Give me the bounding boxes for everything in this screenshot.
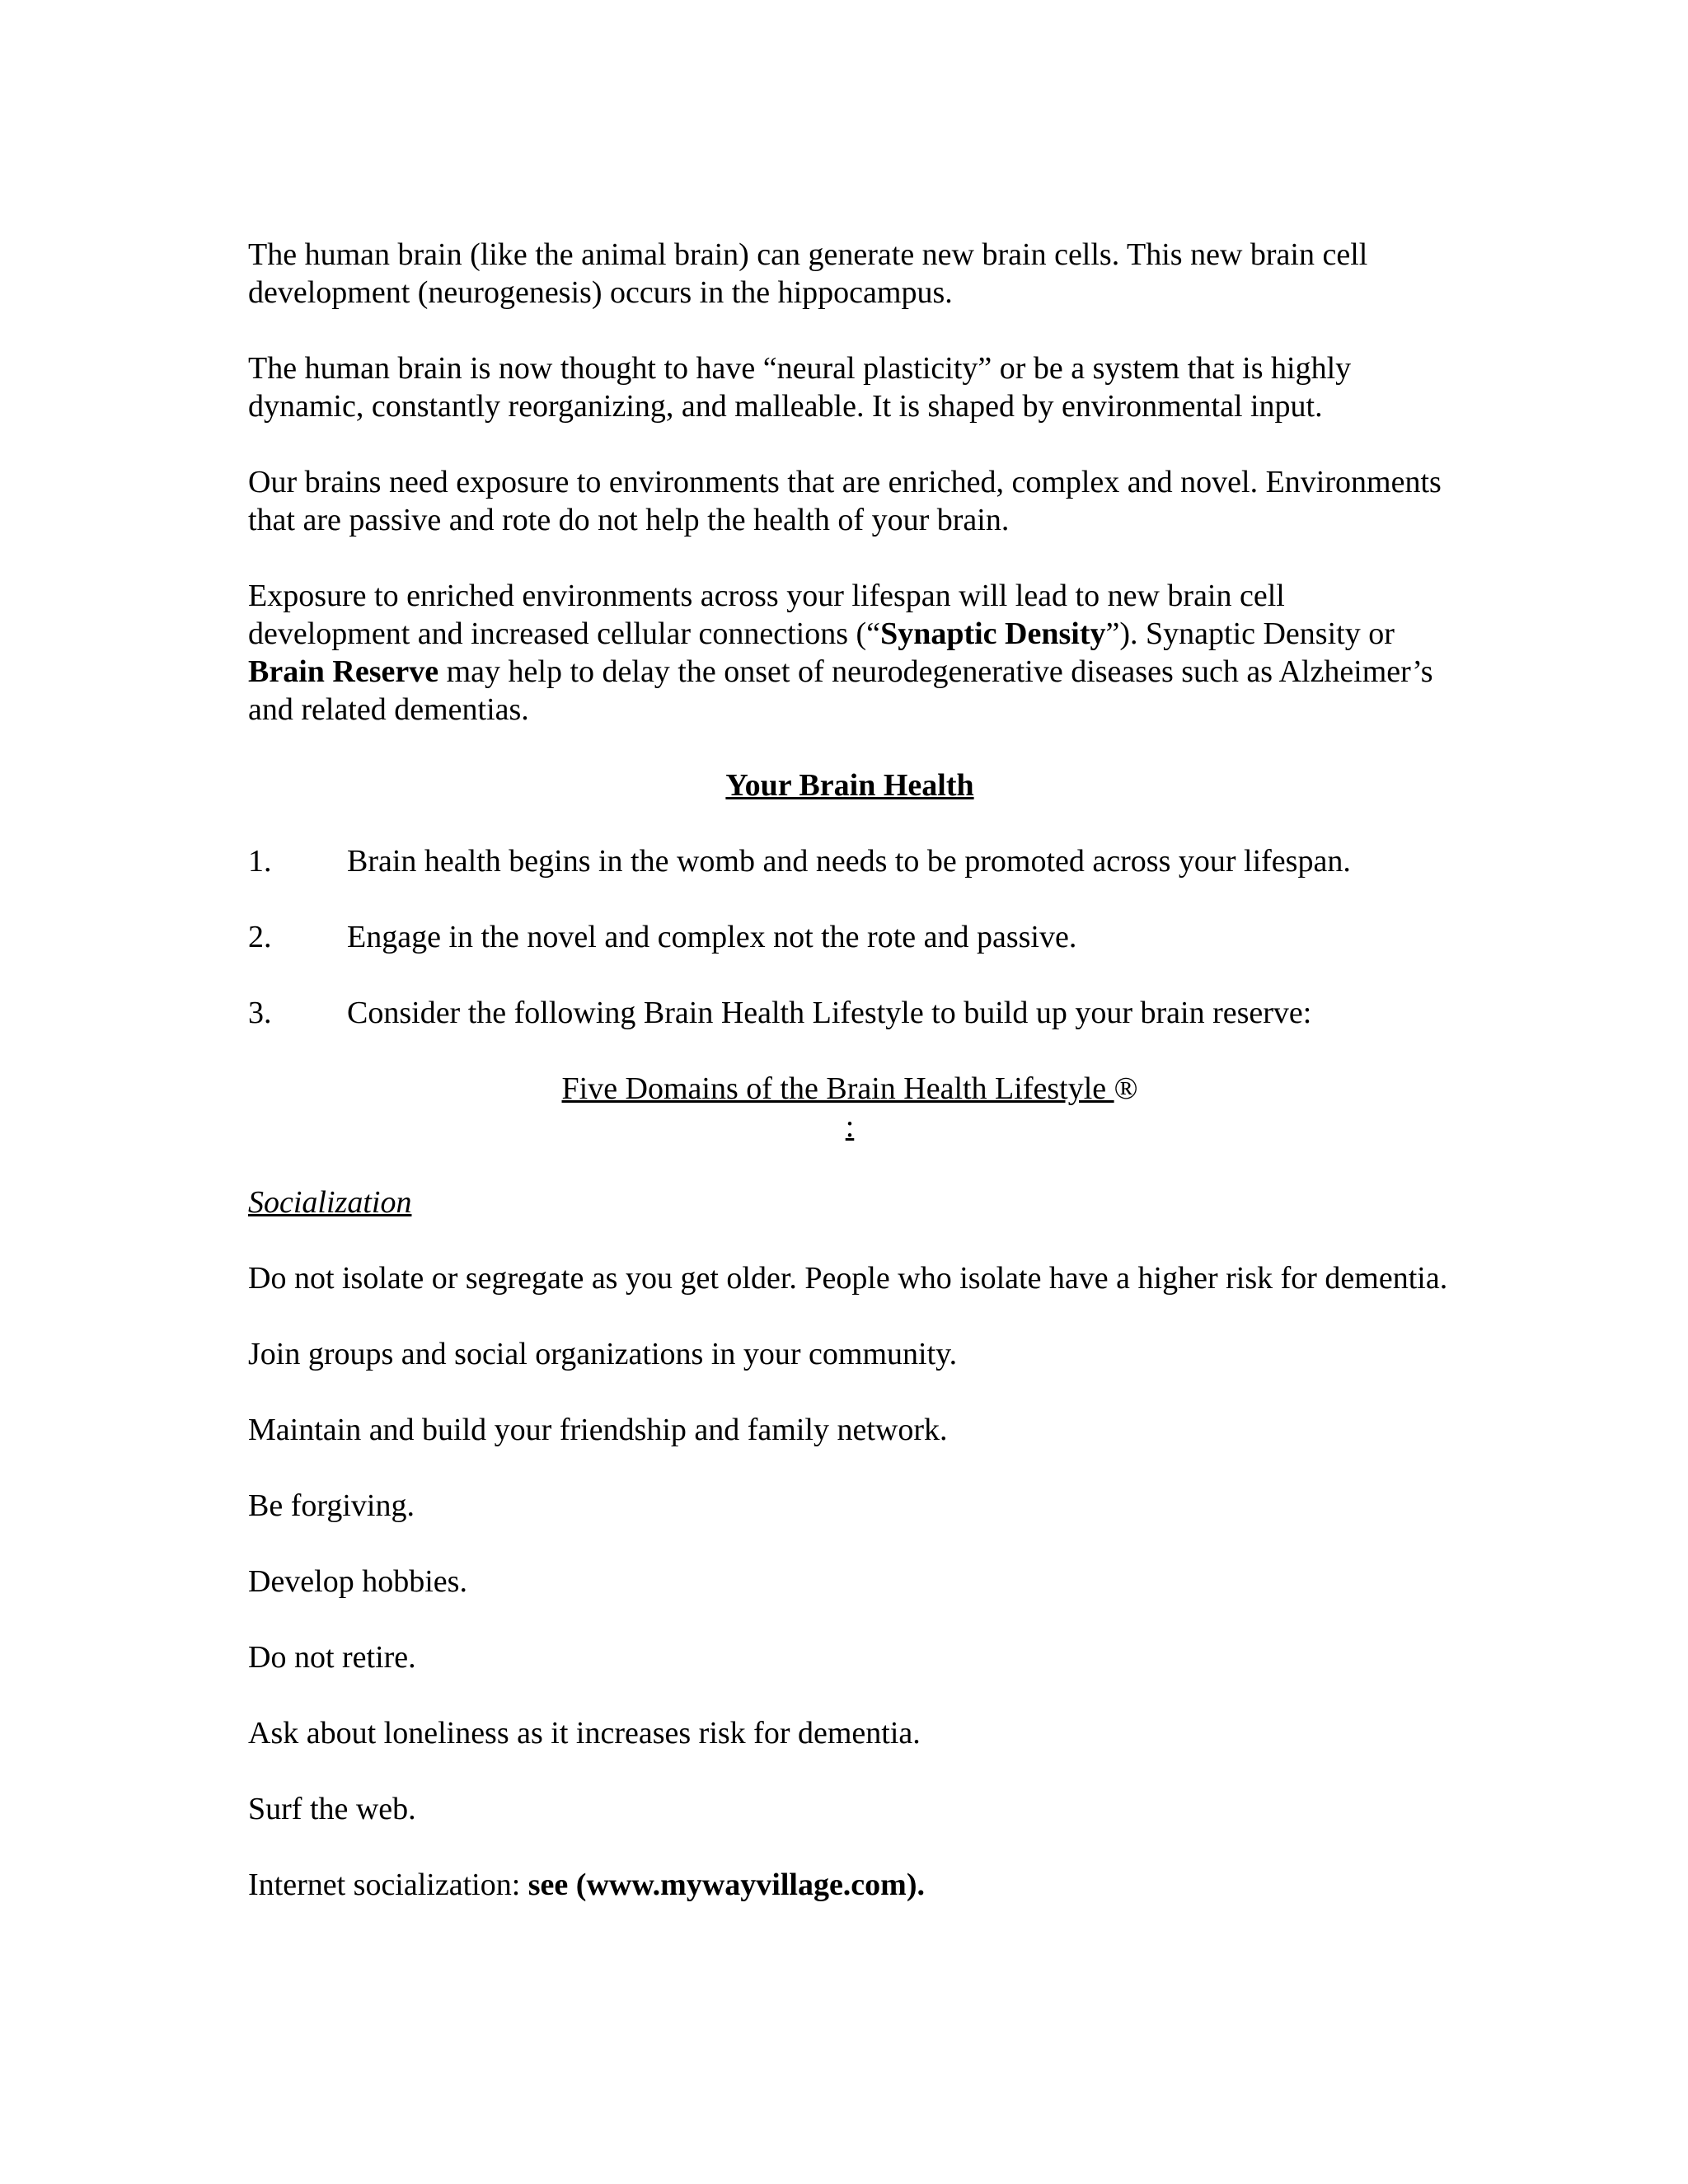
socialization-item: Ask about loneliness as it increases risk for dementia. (248, 1716, 921, 1750)
term-brain-reserve: Brain Reserve (248, 654, 439, 689)
list-item (248, 994, 1451, 1032)
website-reference: see (www.mywayvillage.com). (528, 1868, 925, 1902)
paragraph-enriched-environments: Our brains need exposure to environments that are enriched, complex and novel. Environments that are passive and rote do not help the health of your brain. (248, 465, 1442, 537)
socialization-item: Join groups and social organizations in your community. (248, 1337, 958, 1371)
domains-heading (248, 1070, 1451, 1108)
paragraph-text: may help to delay the onset of neurodegenerative diseases such as Alzheimer’s and related dementias. (248, 654, 1433, 727)
socialization-item: Maintain and build your friendship and family network. (248, 1413, 948, 1447)
socialization-item: Develop hobbies. (248, 1564, 467, 1599)
colon-text: : (845, 1109, 855, 1144)
paragraph-text: Exposure to enriched environments across your lifespan will lead to new brain cell development and increased cellular connections (“ (248, 579, 1285, 651)
list-item (248, 918, 1451, 956)
registered-mark: ® (1114, 1071, 1138, 1106)
internet-socialization (248, 1866, 1451, 1904)
list-text: Brain health begins in the womb and needs to be promoted across your lifespan. (347, 844, 1351, 879)
paragraph-synaptic-density (248, 577, 1451, 729)
list-text: Engage in the novel and complex not the rote and passive. (347, 920, 1077, 954)
socialization-heading (248, 1183, 1451, 1221)
list-number: 3. (248, 996, 272, 1030)
domains-title: Five Domains of the Brain Health Lifestyle (561, 1071, 1114, 1106)
socialization-heading-text: Socialization (248, 1185, 412, 1220)
socialization-item: Surf the web. (248, 1792, 416, 1826)
list-number: 1. (248, 844, 272, 879)
list-text: Consider the following Brain Health Lifestyle to build up your brain reserve: (347, 996, 1312, 1030)
paragraph-neural-plasticity: The human brain is now thought to have “neural plasticity” or be a system that is highly dynamic, constantly reorganizing, and malleable. It is shaped by environmental input. (248, 351, 1352, 424)
list-number: 2. (248, 920, 272, 954)
socialization-item: Do not isolate or segregate as you get older. People who isolate have a higher risk for dementia. (248, 1261, 1448, 1296)
paragraph-neurogenesis: The human brain (like the animal brain) can generate new brain cells. This new brain cell development (neurogenesis) occurs in the hippocampus. (248, 237, 1368, 310)
domains-colon (248, 1108, 1451, 1146)
paragraph-text: ”). Synaptic Density or (1105, 616, 1395, 651)
socialization-item: Do not retire. (248, 1640, 416, 1675)
internet-label: Internet socialization: (248, 1868, 528, 1902)
term-synaptic-density: Synaptic Density (880, 616, 1106, 651)
section-title: Your Brain Health (725, 768, 974, 803)
list-item (248, 842, 1451, 880)
socialization-item: Be forgiving. (248, 1488, 415, 1523)
document-body (248, 236, 1451, 1942)
